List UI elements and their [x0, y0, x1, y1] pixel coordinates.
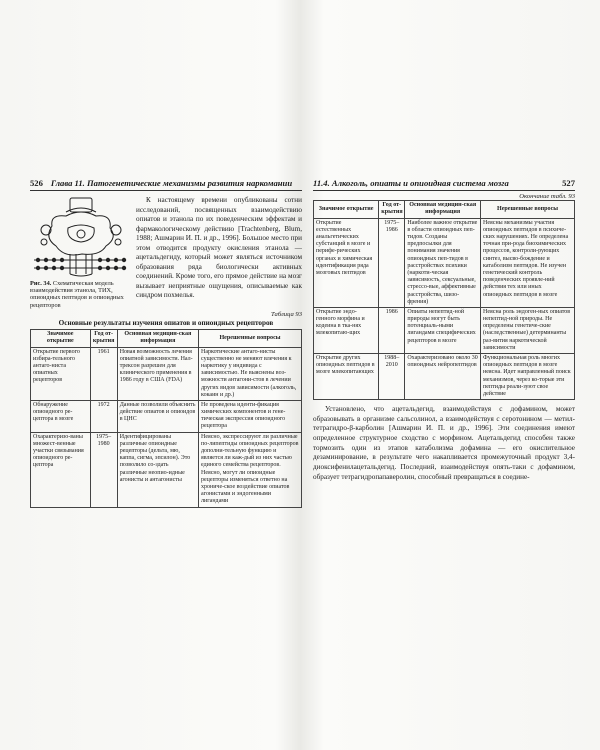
cell-questions: Наркотические антаго-нисты существенно не меняют влечения к наркотику у индивида с зависимостью. Не выяснены воз-можности антагони-стов в лечении других видов зависимости (алкоголь, кокаин и др.) [199, 347, 302, 400]
cell-discovery: Открытие других опиоидных пептидов в мозге млекопитающих [314, 354, 379, 400]
figure-caption [30, 280, 130, 309]
table-header-row [314, 201, 575, 219]
header-info: Основная медицин-ская информация [117, 329, 198, 347]
cell-year: 1975–1986 [379, 218, 405, 307]
table-row [314, 218, 575, 307]
figure-block [30, 196, 302, 309]
cell-questions: Неясна роль эндоген-ных опиатов непептид-ной природы. Не определены генетиче-ские (наследственные) детерминанты раз-вития наркотической зависимости [481, 307, 575, 353]
table-93-part-1 [30, 329, 302, 508]
cell-questions: Не проведена иденти-фикация химических компонентов и гене-тическая экспрессия опиоидного рецептора [199, 400, 302, 432]
table-title: Основные результаты изучения опиатов и опиоидных рецепторов [58, 318, 274, 327]
table-header-row [31, 329, 302, 347]
cell-discovery: Открытие естественных анальгетических субстанций в мозге и перифе-рических органах и химическая идентификация ряда мозговых пептидов [314, 218, 379, 307]
cell-questions: Неясно, экспрессируют ли различные по-липептиды опиоидных рецепторов дополни-тельную функцию и является ли каж-дый из них частью единого семейства рецепторов. Неясно, могут ли опиоидные рецепторы изменяться ответно на хрониче-ское воздействие опиатов агонистами и эндогенными лигандами [199, 432, 302, 507]
header-info: Основная медицин-ская информация [405, 201, 481, 219]
figure-34 [30, 196, 130, 309]
cell-discovery: Открытие эндо-генного морфина и кодеина в тка-нях млекопитаю-щих [314, 307, 379, 353]
right-running-head-title: 11.4. Алкоголь, опиаты и опиоидная система мозга [313, 178, 509, 188]
cell-info: Опиаты непептид-ной природы могут быть потенциаль-ными лигандами специфических рецепторов в мозге [405, 307, 481, 353]
right-page-number: 527 [562, 178, 575, 188]
table-continuation-label: Окончание табл. 93 [519, 193, 575, 200]
cell-year: 1986 [379, 307, 405, 353]
cell-discovery: Обнаружение опиоидного ре-цептора в мозге [31, 400, 91, 432]
header-year: Год от-крытия [90, 329, 117, 347]
header-questions: Нерешенные вопросы [481, 201, 575, 219]
left-page-number: 526 [30, 178, 43, 188]
cell-info: Охарактеризовано около 30 опиоидных нейропептидов [405, 354, 481, 400]
schematic-model-illustration [30, 196, 130, 278]
cell-year: 1961 [90, 347, 117, 400]
cell-info: Идентифицированы различные опиоидные рецепторы (дельта, мю, каппа, сигма, эпсилон). Это позволило со-здать различные неопио-идные агонисты и антагонисты [117, 432, 198, 507]
table-row [31, 400, 302, 432]
table-93-part-2 [313, 200, 575, 400]
intro-paragraph: К настоящему времени опубликованы сотни исследований, посвященных взаимодействию опиатов и этанола по их поведенческим эффектам и фармакологическому действию [Trachtenberg, Blum, 1988; Ашмарин И. П. и др., 1996]. Большое место при этом отводится продукту окисления этанола — ацетальдегиду, который может являться источником образования ряда биологически активных соединений. Кроме того, его прямое действие на мозг вызывает неприятные ощущения, описываемые как синдром похмелья. [136, 196, 302, 299]
cell-discovery: Охарактеризо-ваны множест-венные участки связывания опиоидного ре-цептора [31, 432, 91, 507]
cell-discovery: Открытие первого избира-тельного антаго-ниста опиатных рецепторов [31, 347, 91, 400]
cell-info: Новая возможность лечения опиатной зависимости. Нал-трексон разрешен для клинического применения в 1986 году в США (FDA) [117, 347, 198, 400]
cell-questions: Функциональная роль многих опиоидных пептидов в мозге неясна. Идет направленный поиск механизмов, через ко-торые эти пептиды реали-зуют свое действие [481, 354, 575, 400]
table-row [31, 347, 302, 400]
body-paragraph: Установлено, что ацетальдегид, взаимодействуя с дофамином, может образовывать в организме сальсолинол, а взаимодействуя с серотонином — метил-тетрагидро-β-карболин [Ашмарин И. П. и др., 1996]. Эти соединения имеют определенное структурное сходство с морфином. Ацетальдегид способен также тормозить один из этапов катаболизма дофамина — его окислительное дезаминирование, в результате чего накапливается промежуточный продукт 3,4-диоксифенилацетальдегид. Последний, взаимодействуя опять-таки с дофамином, образует тетрагидропапаверолин, способный превращаться в соедине- [313, 405, 575, 481]
figure-caption-text: Схематическая модель взаимодействия этанола, ТИХ, опиоидных пептидов и опиоидных рецепторов [30, 280, 124, 309]
cell-year: 1988–2010 [379, 354, 405, 400]
table-row [314, 307, 575, 353]
table-number: Таблица 93 [271, 310, 302, 318]
header-year: Год от-крытия [379, 201, 405, 219]
cell-year: 1972 [90, 400, 117, 432]
left-running-head [30, 178, 302, 191]
left-page [30, 178, 302, 738]
table-row [314, 354, 575, 400]
header-questions: Нерешенные вопросы [199, 329, 302, 347]
cell-questions: Неясны механизмы участия опиоидных пептидов в психиче-ских нарушениях. Не определена точная при-рода биохимических процессов, контроли-рующих синтез, высво-бождение и катаболизм пептидов. Не изучен генетический контроль поведенческих проявле-ний действия тех или иных опиоидных пептидов в мозге [481, 218, 575, 307]
table-row [31, 432, 302, 507]
cell-info: Данные позволили объяснить действие опиатов и опиоидов в ЦНС [117, 400, 198, 432]
header-discovery: Значимое открытие [31, 329, 91, 347]
right-running-head [313, 178, 575, 191]
right-page [313, 178, 575, 738]
cell-year: 1975–1980 [90, 432, 117, 507]
cell-info: Наиболее важное открытие в области опиоидных пеп-тидов. Созданы предпосылки для понимания значения опиоидных пеп-тидов в расстройствах психики (наркоти-ческая зависимость, сексуальные, стрессо-вые, аффективные расстройства, шизо-френия) [405, 218, 481, 307]
figure-caption-label: Рис. 34. [30, 280, 52, 287]
header-discovery: Значимое открытие [314, 201, 379, 219]
left-running-head-title: Глава 11. Патогенетические механизмы развития наркомании [50, 178, 293, 188]
